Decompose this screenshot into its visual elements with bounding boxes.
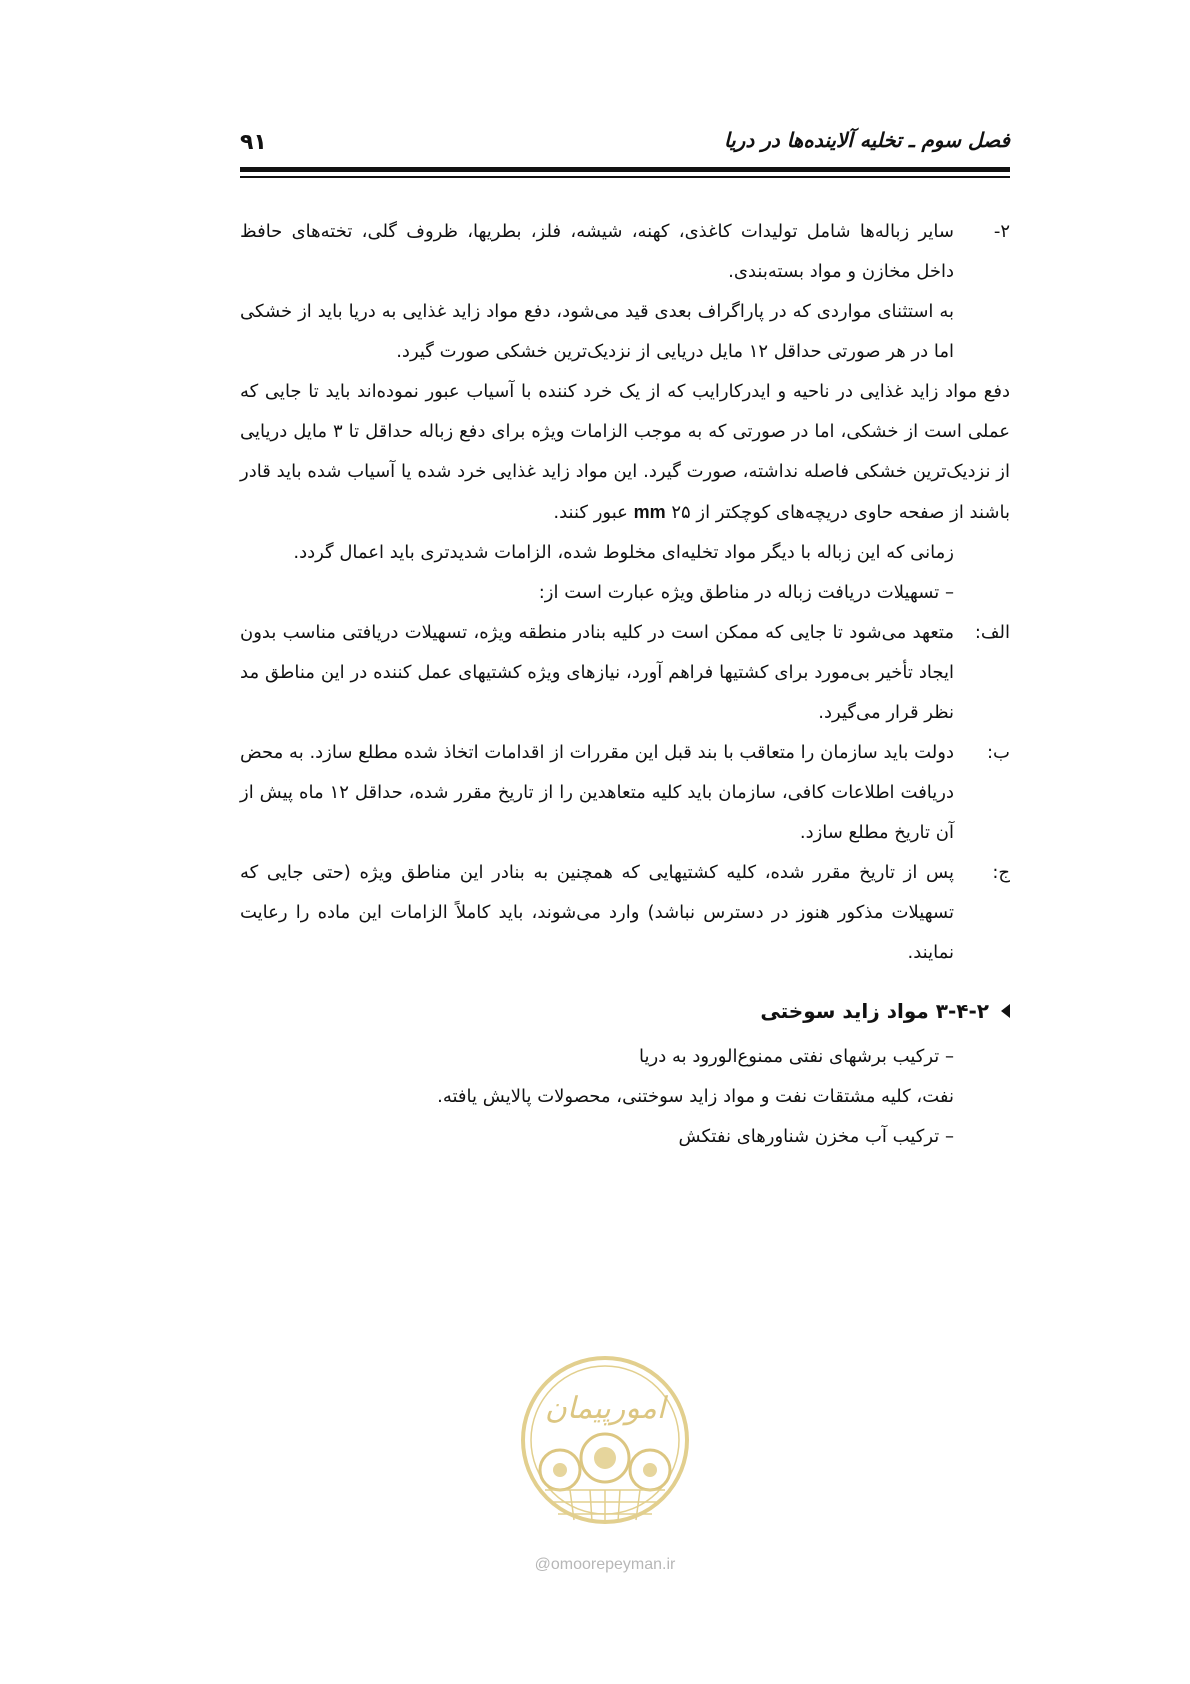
list-item-text: دولت باید سازمان را متعاقب با بند قبل این مقررات از اقدامات اتخاذ شده مطلع سازد. به محض دریافت اطلاعات کافی، سازمان باید کلیه متعاهدین را از تاریخ مقرر شده، حداقل ۱۲ ماه پیش از آن تاریخ مطلع سازد. [240,742,954,843]
list-marker: ۲- [993,221,1010,242]
list-item-b [240,733,1010,853]
page-header [240,120,1010,180]
list-item-2 [240,212,1010,292]
line-tanker-water: – ترکیب آب مخزن شناورهای نفتکش [678,1126,954,1147]
page-number: ۹۱ [240,130,267,155]
paragraph-caribbean [240,372,1010,533]
line-oil-derivatives: نفت، کلیه مشتقات نفت و مواد زاید سوختنی، محصولات پالایش یافته. [437,1086,954,1107]
paragraph-mixed-waste: زمانی که این زباله با دیگر مواد تخلیه‌ای مخلوط شده، الزامات شدیدتری باید اعمال گردد. [293,542,954,563]
list-item-text: سایر زباله‌ها شامل تولیدات کاغذی، کهنه، شیشه، فلز، بطریها، ظروف گلی، تخته‌های حافظ داخل مخازن و مواد بسته‌بندی. [240,221,954,282]
watermark-seal-icon [490,1340,720,1555]
paragraph-text-end: ۲۵ عبور کنند. [553,502,691,523]
paragraph-text: دفع مواد زاید غذایی در ناحیه و ایدرکارایب که از یک خرد کننده با آسیاب عبور نموده‌اند باید تا جایی که عملی است از خشکی، اما در صورتی که به موجب الزامات ویژه برای دفع زباله حداقل تا ۳ مایل دریایی از نزدیک‌ترین خشکی فاصله نداشته، صورت گیرد. این مواد زاید غذایی خرد شده یا آسیاب شده باید قادر باشند از صفحه حاوی دریچه‌های کوچکتر از [240,381,1010,523]
list-marker: ب: [986,742,1010,763]
watermark-url: @omoorepeyman.ir [534,1556,676,1573]
watermark-logo [490,1340,720,1595]
header-rule-thick [240,167,1010,172]
unit-mm: mm [633,502,666,522]
section-heading-text: ۳-۴-۲ مواد زاید سوختی [760,999,989,1023]
triangle-bullet-icon [1001,1004,1010,1018]
line-oil-cuts: – ترکیب برشهای نفتی ممنوع‌الورود به دریا [639,1046,954,1067]
section-heading [240,991,1010,1031]
list-item-c [240,853,1010,973]
watermark-logo-text: امورپیمان [544,1391,666,1426]
list-marker: الف: [974,622,1010,643]
header-rule-thin [240,176,1010,178]
paragraph-facilities: – تسهیلات دریافت زباله در مناطق ویژه عبارت است از: [538,582,954,603]
list-item-a [240,613,1010,733]
chapter-title: فصل سوم ـ تخلیه آلاینده‌ها در دریا [724,128,1010,152]
list-item-text: پس از تاریخ مقرر شده، کلیه کشتیهایی که همچنین به بنادر این مناطق ویژه (حتی جایی که تسهیلات مذکور هنوز در دسترس نباشد) وارد می‌شوند، باید کاملاً الزامات این ماده را رعایت نمایند. [240,862,954,963]
page-body [240,212,1010,1157]
paragraph-food-waste: به استثنای مواردی که در پاراگراف بعدی قید می‌شود، دفع مواد زاید غذایی به دریا باید از خشکی اما در هر صورتی حداقل ۱۲ مایل دریایی از نزدیک‌ترین خشکی صورت گیرد. [240,301,954,362]
list-marker: ج: [992,862,1010,883]
list-item-text: متعهد می‌شود تا جایی که ممکن است در کلیه بنادر منطقه ویژه، تسهیلات دریافتی مناسب بدون ایجاد تأخیر بی‌مورد برای کشتیها فراهم آورد، نیازهای ویژه کشتیهای عمل کننده در این مناطق مد نظر قرار می‌گیرد. [240,622,954,723]
